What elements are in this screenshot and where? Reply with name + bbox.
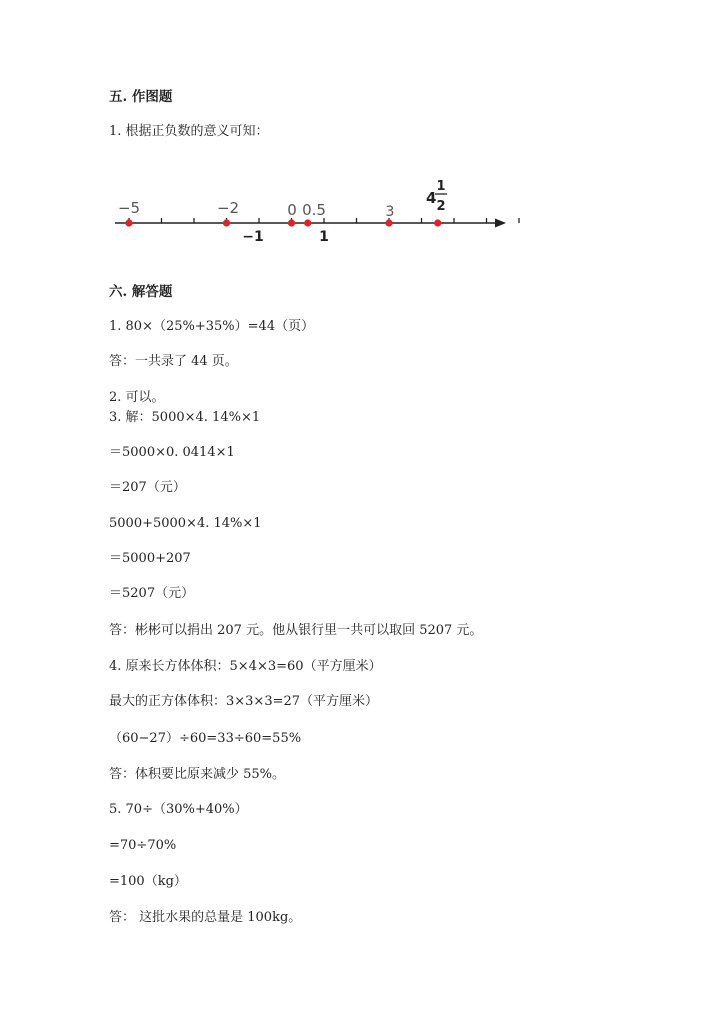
answer-line-4: 3. 解：5000×4. 14%×1 — [109, 410, 261, 425]
section-6-heading: 六. 解答题 — [109, 284, 173, 300]
answer-line-6: ＝207（元） — [109, 480, 186, 495]
answer-line-10: 答：彬彬可以捐出 207 元。他从银行里一共可以取回 5207 元。 — [109, 623, 483, 638]
red-point — [125, 219, 132, 226]
red-point — [288, 219, 295, 226]
answer-line-3: 2. 可以。 — [109, 390, 165, 405]
label-neg5: −5 — [117, 199, 141, 217]
answer-line-18: 答： 这批水果的总量是 100kg。 — [109, 910, 302, 925]
answer-line-13: （60−27）÷60=33÷60=55% — [109, 731, 302, 746]
label-neg1: −1 — [242, 229, 264, 245]
axis-arrow-icon — [495, 219, 506, 228]
answer-line-1: 1. 80×（25%+35%）=44（页） — [109, 319, 315, 334]
label-neg2: −2 — [216, 199, 240, 217]
section-5-heading: 五. 作图题 — [109, 89, 173, 105]
label-three: 3 — [385, 204, 395, 220]
red-point — [223, 219, 230, 226]
answer-line-15: 5. 70÷（30%+40%） — [109, 802, 248, 817]
label-half: 0.5 — [302, 201, 326, 219]
label-one: 1 — [319, 229, 329, 245]
answer-line-16: =70÷70% — [109, 838, 177, 853]
answer-line-11: 4. 原来长方体体积：5×4×3=60（平方厘米） — [109, 659, 382, 674]
red-point — [434, 219, 441, 226]
answer-line-17: =100（kg） — [109, 874, 187, 889]
answer-line-7: 5000+5000×4. 14%×1 — [109, 516, 262, 531]
answer-line-12: 最大的正方体体积：3×3×3=27（平方厘米） — [109, 694, 379, 709]
answer-line-14: 答：体积要比原来减少 55%。 — [109, 767, 286, 782]
answer-line-5: ＝5000×0. 0414×1 — [109, 445, 235, 460]
red-point — [304, 219, 311, 226]
q1-intro: 1. 根据正负数的意义可知： — [109, 124, 269, 139]
red-point — [385, 219, 392, 226]
label-mixed-whole: 4 — [426, 189, 437, 207]
answer-line-9: ＝5207（元） — [109, 586, 195, 601]
answer-line-8: ＝5000+207 — [109, 551, 191, 566]
number-line-figure — [110, 165, 520, 255]
label-zero: 0 — [287, 201, 297, 219]
label-mixed-numerator: 1 — [436, 179, 446, 194]
label-mixed-denominator: 2 — [436, 199, 446, 214]
answer-line-2: 答：一共录了 44 页。 — [109, 354, 238, 369]
